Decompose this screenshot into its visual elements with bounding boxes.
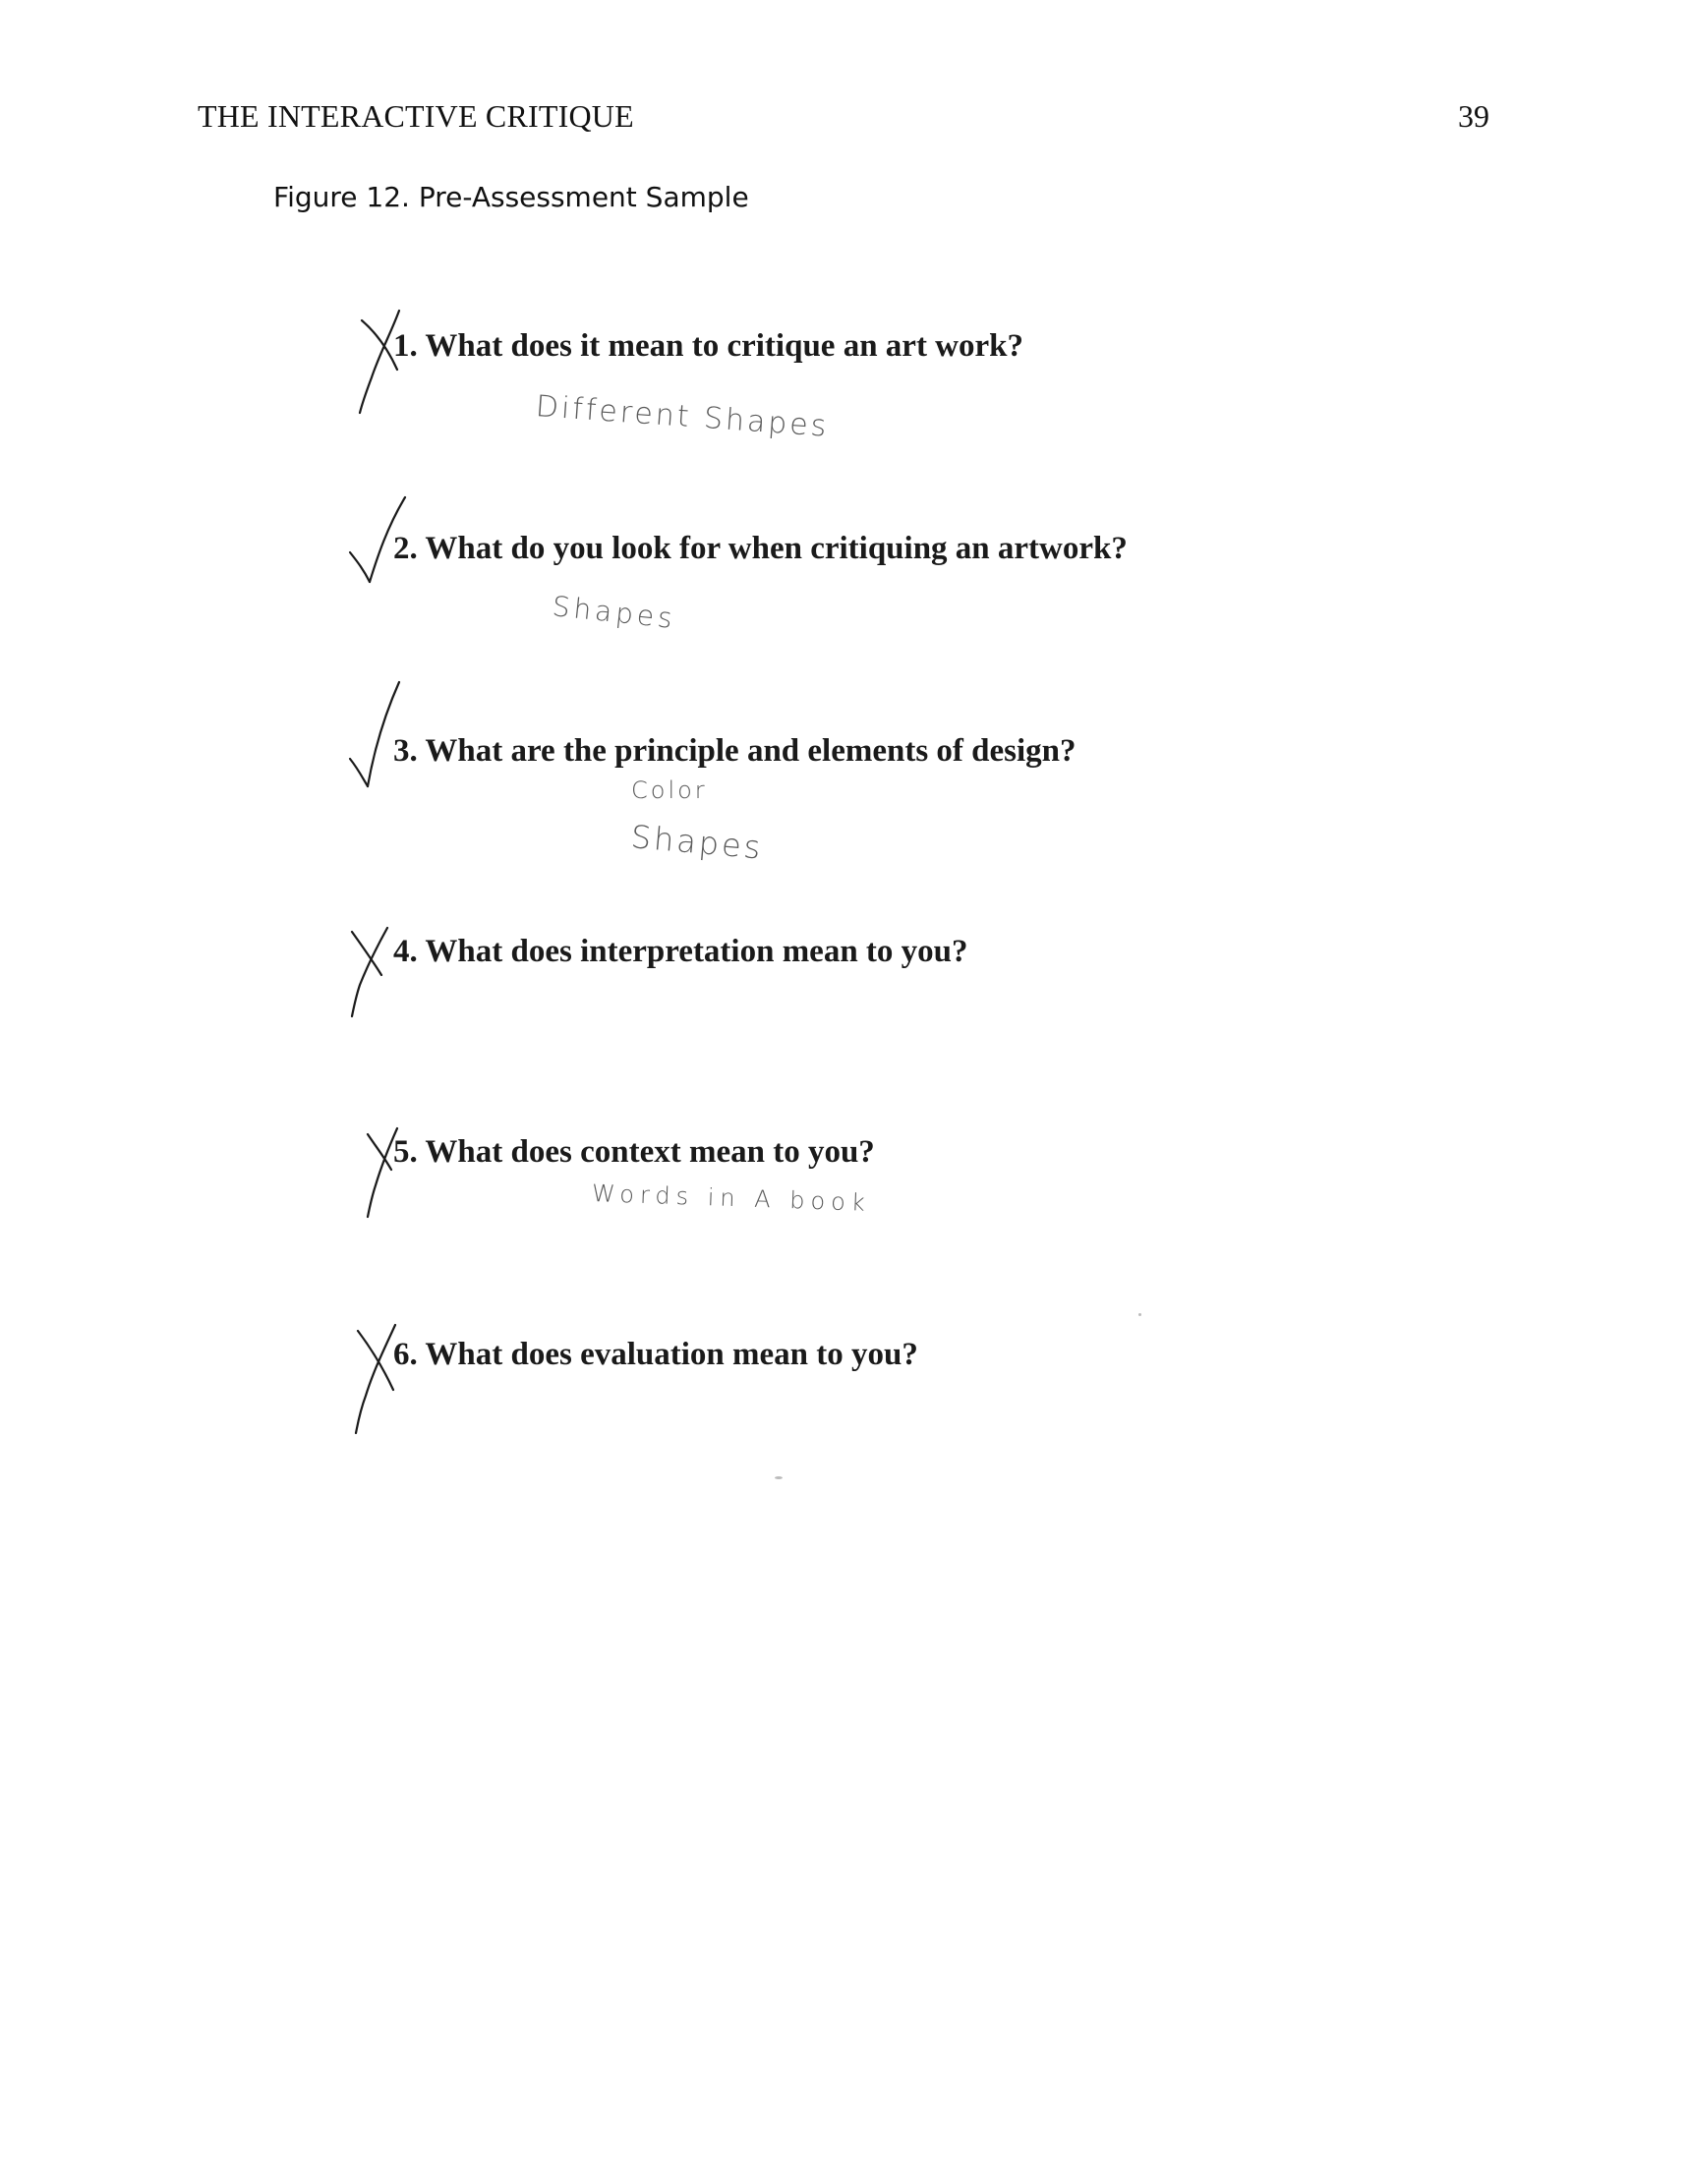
figure-caption: Figure 12. Pre-Assessment Sample bbox=[273, 181, 749, 213]
scan-speck bbox=[1138, 1313, 1141, 1316]
answer-1: Different Shapes bbox=[534, 389, 831, 444]
running-head: THE INTERACTIVE CRITIQUE bbox=[198, 98, 634, 134]
answer-5: Words in A book bbox=[591, 1179, 872, 1217]
question-4: 4. What does interpretation mean to you? bbox=[393, 934, 968, 969]
scan-speck bbox=[775, 1476, 783, 1479]
question-2: 2. What do you look for when critiquing an artwork? bbox=[393, 531, 1128, 566]
answer-3-line-1: Color bbox=[631, 776, 708, 804]
answer-2: Shapes bbox=[551, 590, 678, 636]
question-3: 3. What are the principle and elements of design? bbox=[393, 733, 1077, 769]
scanned-assessment bbox=[324, 265, 1308, 1504]
page-number: 39 bbox=[1458, 98, 1489, 134]
answer-3-line-2: Shapes bbox=[629, 818, 766, 867]
question-5: 5. What does context mean to you? bbox=[393, 1134, 875, 1170]
question-1: 1. What does it mean to critique an art work? bbox=[393, 328, 1024, 364]
question-6: 6. What does evaluation mean to you? bbox=[393, 1337, 918, 1372]
